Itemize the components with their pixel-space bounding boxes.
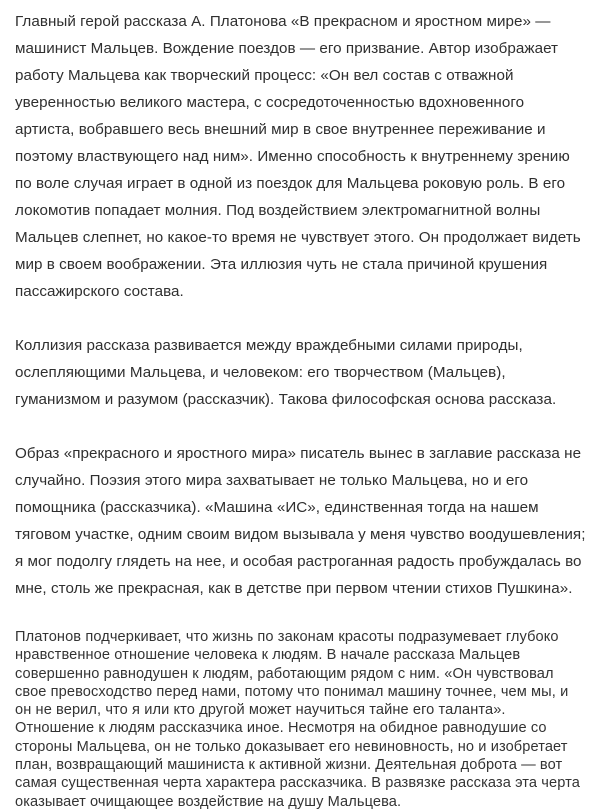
paragraph-1: Главный герой рассказа А. Платонова «В прекрасном и яростном мире» — машинист Мальцев. Вождение поездов — его призвание. Автор изображает работу Мальцева как творческий процесс: «Он вел состав с отважной уверенностью великого мастера, с сосредоточенностью вдохновенного артиста, вобравшего весь внешний мир в свое внутреннее переживание и поэтому властвующего над ним». Именно способность к внутреннему зрению по воле случая играет в одной из поездок для Мальцева роковую роль. В его локомотив попадает молния. Под воздействием электромагнитной волны Мальцев слепнет, но какое-то время не чувствует этого. Он продолжает видеть мир в своем воображении. Эта иллюзия чуть не стала причиной крушения пассажирского состава. [15, 13, 581, 300]
paragraph-4: Платонов подчеркивает, что жизнь по законам красоты подразумевает глубоко нравственное отношение человека к людям. В начале рассказа Мальцев совершенно равнодушен к людям, работающим рядом с ним. «Он чувствовал свое превосходство перед нами, потому что понимал машину точнее, чем мы, и он не верил, что я или кто другой может научиться тайне его таланта». Отношение к людям рассказчика иное. Несмотря на обидное равнодушие со стороны Мальцева, он не только доказывает его невиновность, но и изобретает план, возвращающий машиниста к активной жизни. Деятельная доброта — вот самая существенная черта характера рассказчика. В развязке рассказа эта черта оказывает очищающее воздействие на душу Мальцева. [15, 629, 580, 810]
paragraph-2: Коллизия рассказа развивается между враждебными силами природы, ослепляющими Мальцева, и человеком: его творчеством (Мальцев), гуманизмом и разумом (рассказчик). Такова философская основа рассказа. [15, 337, 557, 408]
paragraph-3: Образ «прекрасного и яростного мира» писатель вынес в заглавие рассказа не случайно. Поэзия этого мира захватывает не только Мальцева, но и его помощника (рассказчика). «Машина «ИС», единственная тогда на нашем тяговом участке, одним своим видом вызывала у меня чувство воодушевления; я мог подолгу глядеть на нее, и особая растроганная радость пробуждалась во мне, столь же прекрасная, как в детстве при первом чтении стихов Пушкина». [15, 445, 586, 597]
